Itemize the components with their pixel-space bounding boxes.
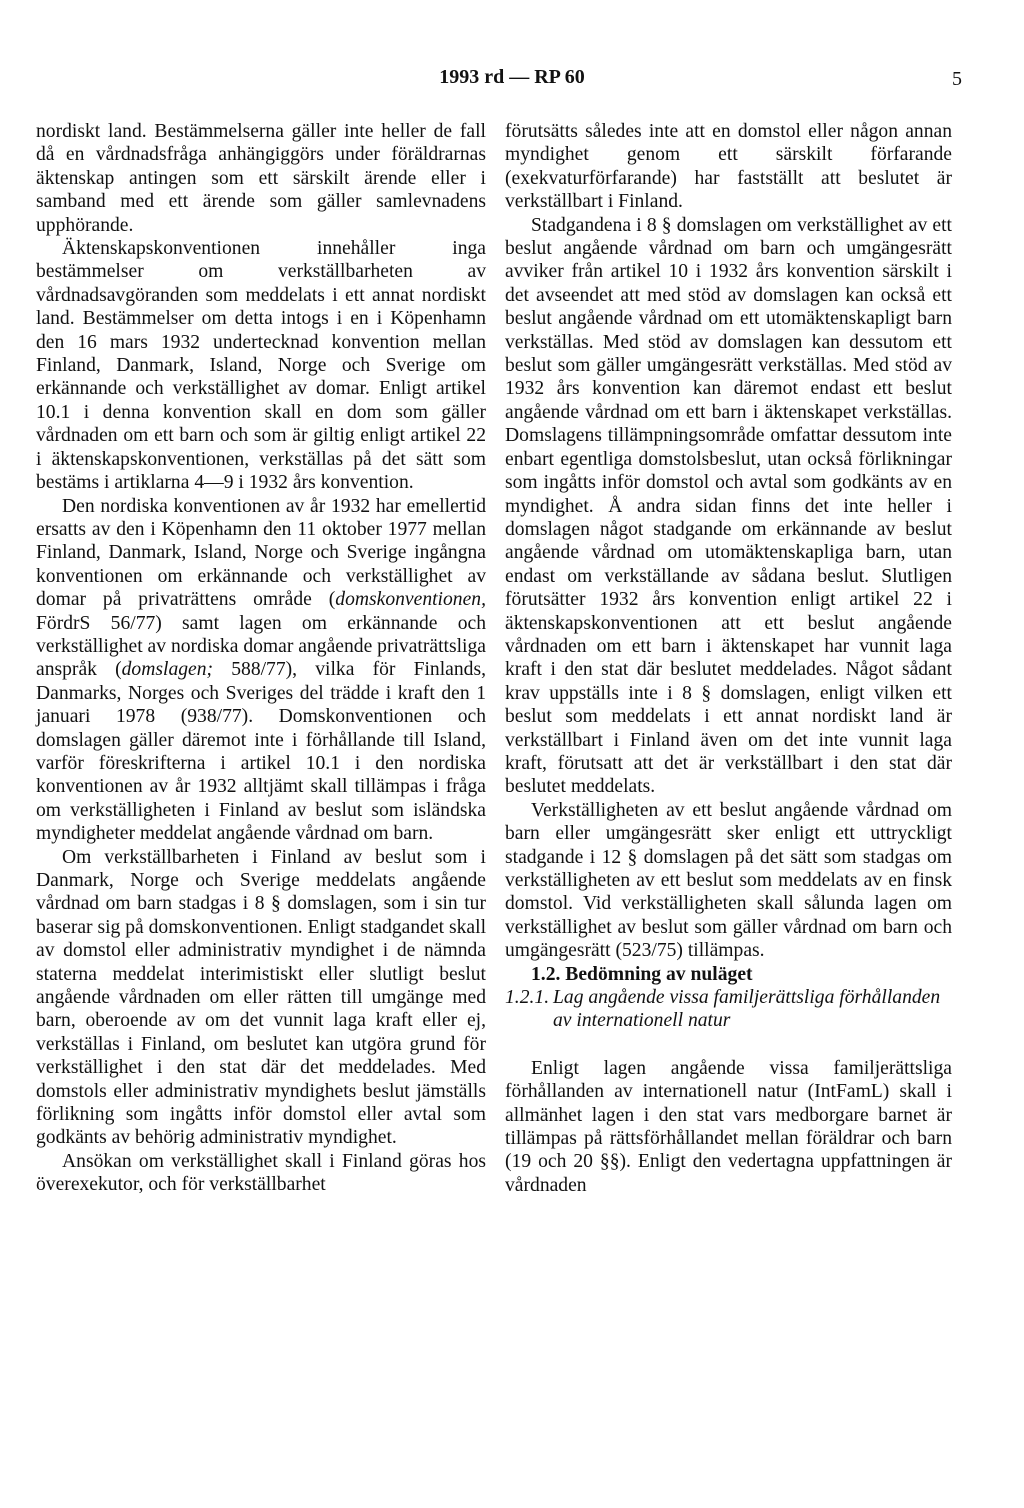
right-column: [505, 120, 952, 1197]
paragraph: Om verkställbarheten i Finland av beslut som i Danmark, Norge och Sverige meddelats angående vårdnad om barn stadgas i 8 § domslagen, som i sin tur baserar sig på domskonventionen. Enligt stadgandet skall av domstol eller administrativ myndighet i de nämnda staterna meddelat interimistiskt eller slutligt beslut angående vårdnaden om eller rätten till umgänge med barn, oberoende av om det vunnit laga kraft eller ej, verkställas i Finland, om beslutet kan utgöra grund för verkställighet i den stat där det meddelades. Med domstols eller administrativ myndighets beslut jämställs förlikning som ingåtts inför domstol eller avtal som godkänts av behörig administrativ myndighet.: [36, 846, 487, 1149]
subsection-title: Lag angående vissa familjerättsliga förhållanden av internationell natur: [553, 987, 941, 1032]
text-run: Den nordiska konventionen av år 1932 har emellertid ersatts av den i Köpenhamn den 11 oktober 1977 mellan Finland, Danmark, Island, Norge och Sverige ingångna konventionen om erkännande och verkställighet av domar på privaträttens område (: [36, 495, 486, 611]
paragraph: Verkställigheten av ett beslut angående vårdnad om barn eller umgängesrätt sker enligt ett uttryckligt stadgande i 12 § domslagen på det sätt som stadgas om verkställigheten av ett beslut som meddelats av en finsk domstol. Vid verkställigheten skall sålunda lagen om verkställighet av beslut som gäller vårdnad om barn och umgängesrätt (523/75) tillämpas.: [505, 799, 952, 962]
paragraph: förutsätts således inte att en domstol eller någon annan myndighet genom ett särskilt förfarande (exekvaturförfarande) har fastställt att beslutet är verkställbart i Finland.: [505, 121, 952, 213]
paragraph: Äktenskapskonventionen innehåller inga bestämmelser om verkställbarheten av vårdnadsavgöranden som meddelats i ett annat nordiskt land. Bestämmelser om detta intogs i en i Köpenhamn den 16 mars 1932 undertecknad konvention mellan Finland, Danmark, Island, Norge och Sverige om erkännande och verkställighet av domar. Enligt artikel 10.1 i denna konvention skall en dom som gäller vårdnaden om ett barn och som är giltig enligt artikel 22 i äktenskapskonventionen, verkställas på det sätt som bestäms i artiklarna 4—9 i 1932 års konvention.: [36, 238, 486, 494]
paragraph: [36, 495, 486, 846]
page-number: 5: [952, 68, 962, 90]
paragraph: Ansökan om verkställighet skall i Finland göras hos överexekutor, och för verkställbarhet: [36, 1150, 486, 1196]
left-column: [36, 120, 486, 1197]
text-run: FördrS 56/77) samt lagen om erkännande och verkställighet av nordiska domar angående privaträttsliga anspråk (: [36, 612, 486, 681]
paragraph: nordiskt land. Bestämmelserna gäller inte heller de fall då en vårdnadsfråga anhängiggörs under föräldrarnas äktenskap antingen som ett särskilt ärende eller i samband med ett ärende som gäller samlevnadens upphörande.: [36, 121, 486, 236]
italic-term: domslagen;: [121, 659, 214, 681]
subsection-heading: [505, 986, 952, 1033]
paragraph: Stadgandena i 8 § domslagen om verkställighet av ett beslut angående vårdnad om barn och umgängesrätt avviker från artikel 10 i 1932 års konvention särskilt i det avseendet att med stöd av domslagen kan också ett beslut angående vårdnad om ett utomäktenskapligt barn verkställas. Med stöd av domslagen kan dessutom ett beslut som gäller umgängesrätt verkställas. Med stöd av 1932 års konvention kan däremot endast ett beslut angående vårdnad om ett barn i äktenskapet verkställas. Domslagens tillämpningsområde omfattar dessutom inte enbart egentliga domstolsbeslut, utan också förlikningar som ingåtts inför domstol och avtal som godkänts av en myndighet. Å andra sidan finns det inte heller i domslagen något stadgande om erkännande av beslut angående vårdnad om utomäktenskapliga barn, utan endast om verkställande av sådana beslut. Slutligen förutsätter 1932 års konvention enligt artikel 22 i äktenskapskonventionen att ett beslut angående vårdnaden om ett barn i äktenskapet har vunnit laga kraft i den stat där beslutet meddelades. Något sådant krav uppställs inte i 8 § domslagen, enligt vilken ett beslut som meddelats i ett annat nordiskt land är verkställbart i Finland även om det inte vunnit laga kraft, förutsatt att det är verkställbart i den stat där beslutet meddelats.: [505, 214, 952, 798]
text-run: 588/77), vilka för Finlands, Danmarks, Norges och Sveriges del trädde i kraft den 1 januari 1978 (938/77). Domskonventionen och domslagen gäller däremot inte i förhållande till Island, varför föreskrifterna i artikel 10.1 i den nordiska konventionen av år 1932 alltjämt skall tillämpas i fråga om verkställigheten i Finland av beslut som isländska myndigheter meddelat angående vårdnad om barn.: [36, 659, 486, 845]
paragraph: Enligt lagen angående vissa familjerättsliga förhållanden av internationell natur (IntFamL) skall i allmänhet lagen i den stat vars medborgare barnet är tillämpas på rättsförhållandet mellan föräldrar och barn (19 och 20 §§). Enligt den vedertagna uppfattningen är vårdnaden: [505, 1057, 952, 1196]
subsection-number: 1.2.1.: [505, 987, 550, 1009]
italic-term: domskonventionen,: [335, 589, 486, 611]
section-heading: 1.2. Bedömning av nuläget: [531, 963, 753, 985]
page-header: [0, 66, 1024, 96]
header-title: 1993 rd — RP 60: [439, 66, 585, 88]
